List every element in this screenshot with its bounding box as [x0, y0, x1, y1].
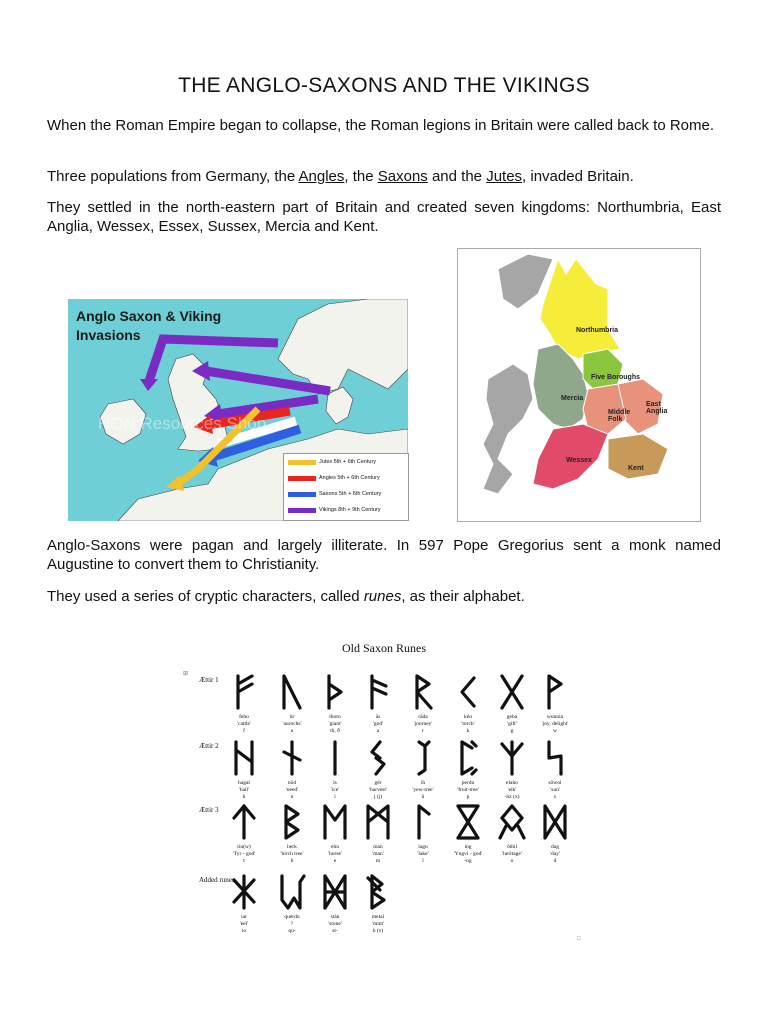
rune-meaning: 'Yngvi - god': [453, 851, 483, 857]
rune-meaning: 'harvest': [369, 787, 387, 793]
rune-name: kēn: [464, 714, 472, 720]
rune-meaning: 'god': [372, 721, 384, 727]
rune-caption: [401, 714, 445, 735]
rune-meaning: 'yew-tree': [412, 787, 434, 793]
rune-meaning: 'birch tree': [280, 851, 304, 857]
rune-caption: [490, 714, 534, 735]
rune-meaning: 'gift': [507, 721, 517, 727]
rune-name: perdu: [461, 780, 475, 786]
daeg-rune-icon: [537, 802, 573, 842]
rune-sound: a: [376, 728, 380, 734]
paragraph-kingdoms: They settled in the north-eastern part of Britain and created seven kingdoms: Northumbria, East Anglia, Wessex, Essex, Sussex, Mercia and Kent.: [47, 199, 721, 235]
page-title: THE ANGLO-SAXONS AND THE VIKINGS: [178, 74, 590, 97]
angles-legend-swatch: [288, 476, 316, 481]
legend-label: Jutes 5th + 6th Century: [319, 459, 377, 465]
rune-cell: [313, 872, 357, 935]
rune-sound: p: [466, 794, 470, 800]
rune-sound: w: [553, 728, 557, 734]
rune-cell: [446, 672, 490, 735]
runes-chart-title: Old Saxon Runes: [342, 641, 426, 655]
rune-name: iar: [241, 914, 247, 920]
stan-rune-icon: [317, 872, 353, 912]
angles-link[interactable]: Angles: [298, 168, 345, 185]
rune-name: feho: [239, 714, 249, 720]
rune-sound: io: [241, 928, 247, 934]
rune-cell: [270, 738, 314, 801]
rune-caption: [222, 780, 266, 801]
mint-rune-icon: [360, 872, 396, 912]
rune-sound: i: [334, 794, 336, 800]
rune-cell: [533, 672, 577, 735]
text: , invaded Britain.: [522, 168, 634, 185]
text: They used a series of cryptic characters, called: [47, 588, 364, 605]
legend-item: [284, 454, 408, 470]
rune-caption: [533, 714, 577, 735]
thorn-rune-icon: [317, 672, 353, 712]
nyd-rune-icon: [274, 738, 310, 778]
legend-item: [284, 470, 408, 486]
rune-sound: t: [243, 858, 245, 864]
rune-caption: [270, 714, 314, 735]
jutes-legend-swatch: [288, 460, 316, 465]
rune-meaning: 'journey': [413, 721, 433, 727]
rune-sound: ïi: [421, 794, 425, 800]
rune-caption: [446, 844, 490, 865]
rune-caption: [533, 844, 577, 865]
rune-caption: [313, 844, 357, 865]
rune-meaning: 'mint': [371, 921, 385, 927]
rune-cell: [490, 802, 534, 865]
eoh-rune-icon: [405, 738, 441, 778]
rune-caption: [356, 714, 400, 735]
anchor-marker-icon: □: [577, 936, 581, 942]
rune-meaning: 'hail': [238, 787, 250, 793]
rune-caption: [313, 714, 357, 735]
rune-cell: [356, 738, 400, 801]
rune-row-label: Ættir 2: [199, 742, 219, 750]
legend-label: Vikings 8th + 9th Century: [319, 507, 381, 513]
rune-caption: [356, 914, 400, 935]
rune-meaning: 'lake': [417, 851, 429, 857]
rune-row-label: Ættir 1: [199, 676, 219, 684]
sigel-rune-icon: [537, 738, 573, 778]
rune-meaning: 'cattle': [237, 721, 251, 727]
rune-cell: [313, 802, 357, 865]
rune-meaning: 'stone': [328, 921, 342, 927]
rune-sound: o: [510, 858, 514, 864]
rune-caption: [490, 780, 534, 801]
rune-sound: -ng: [464, 858, 472, 864]
ken-rune-icon: [450, 672, 486, 712]
rune-caption: [356, 844, 400, 865]
rune-caption: [490, 844, 534, 865]
rune-caption: [401, 780, 445, 801]
feoh-rune-icon: [226, 672, 262, 712]
rune-name: berk: [287, 844, 297, 850]
rune-cell: [270, 672, 314, 735]
rune-caption: [270, 844, 314, 865]
invasion-map-title: [76, 307, 221, 345]
rune-caption: [533, 780, 577, 801]
rune-cell: [270, 802, 314, 865]
rune-sound: l: [422, 858, 424, 864]
man-rune-icon: [360, 802, 396, 842]
rune-sound: m: [375, 858, 381, 864]
rune-sound: -hz (x): [504, 794, 520, 800]
legend-item: [284, 486, 408, 502]
rune-meaning: 'torch': [461, 721, 475, 727]
rune-meaning: 'horse': [328, 851, 342, 857]
rune-sound: k: [466, 728, 470, 734]
rune-meaning: 'Tyr - god': [232, 851, 256, 857]
gebo-rune-icon: [494, 672, 530, 712]
rune-name: man: [373, 844, 383, 850]
invasion-map-title-line2: Invasions: [76, 327, 141, 343]
rune-caption: [222, 714, 266, 735]
rune-name: rāda: [418, 714, 428, 720]
rune-name: thorn: [329, 714, 341, 720]
saxons-legend-swatch: [288, 492, 316, 497]
kingdoms-map: [457, 248, 701, 522]
invasion-map-title-line1: Anglo Saxon & Viking: [76, 308, 222, 324]
rune-meaning: 'ice': [330, 787, 340, 793]
rune-name: geba: [506, 714, 518, 720]
rune-meaning: 'sun': [550, 787, 560, 793]
rune-cell: [222, 738, 266, 801]
rune-caption: [222, 914, 266, 935]
lagu-rune-icon: [405, 802, 441, 842]
legend-label: Saxons 5th + 6th Century: [319, 491, 382, 497]
rune-sound: d: [553, 858, 557, 864]
rune-sound: b: [290, 858, 294, 864]
rune-caption: [446, 714, 490, 735]
rune-name: ūr: [289, 714, 295, 720]
rune-sound: j (j): [373, 794, 383, 800]
rune-cell: [401, 672, 445, 735]
text: , as their alphabet.: [401, 588, 525, 605]
peorth-rune-icon: [450, 738, 486, 778]
paragraph-three-populations: [47, 167, 721, 186]
map-label-wessex: Wessex: [566, 457, 592, 464]
rune-name: īh: [420, 780, 426, 786]
map-label-northumbria: Northumbria: [576, 327, 618, 334]
paragraph-roman-empire: When the Roman Empire began to collapse, the Roman legions in Britain were called back to Rome.: [47, 117, 715, 134]
rune-name: tiu(w): [237, 844, 251, 850]
rune-name: sōwol: [548, 780, 562, 786]
watermark-text: HON Resources Shop: [98, 414, 267, 433]
ethel-rune-icon: [494, 802, 530, 842]
rune-sound: r: [422, 728, 424, 734]
wynn-rune-icon: [537, 672, 573, 712]
rune-cell: [490, 672, 534, 735]
rune-meaning: ?: [290, 921, 294, 927]
ur-rune-icon: [274, 672, 310, 712]
hagal-rune-icon: [226, 738, 262, 778]
vikings-legend-swatch: [288, 508, 316, 513]
rune-cell: [446, 802, 490, 865]
rune-name: metal: [371, 914, 385, 920]
as-rune-icon: [360, 672, 396, 712]
beorc-rune-icon: [274, 802, 310, 842]
rune-name: ās: [375, 714, 381, 720]
map-label-five-boroughs: Five Boroughs: [591, 374, 641, 381]
rune-cell: [270, 872, 314, 935]
rune-meaning: 'joy, delight': [541, 721, 569, 727]
rune-sound: g: [510, 728, 514, 734]
saxons-link[interactable]: Saxons: [377, 168, 428, 185]
legend-item: [284, 502, 408, 518]
text: and the: [427, 168, 487, 185]
rune-name: ing: [464, 844, 472, 850]
rune-meaning: 'heritage': [502, 851, 522, 857]
rune-name: dag: [551, 844, 559, 850]
rune-name: hagal: [238, 780, 250, 786]
cweorth-rune-icon: [274, 872, 310, 912]
rune-sound: s: [553, 794, 557, 800]
rune-cell: [533, 738, 577, 801]
rune-cell: [356, 802, 400, 865]
rune-cell: [446, 738, 490, 801]
rune-sound: n: [290, 794, 294, 800]
map-label-east-anglia: East Anglia: [646, 401, 668, 415]
rad-rune-icon: [405, 672, 441, 712]
paragraph-runes: [47, 587, 721, 606]
rune-meaning: 'need': [285, 787, 299, 793]
rune-cell: [401, 802, 445, 865]
rune-caption: [446, 780, 490, 801]
rune-caption: [313, 780, 357, 801]
rune-name: elaho: [506, 780, 518, 786]
map-label-kent: Kent: [628, 465, 644, 472]
rune-cell: [313, 738, 357, 801]
rune-cell: [356, 872, 400, 935]
rune-name: ōthil: [506, 844, 518, 850]
kingdoms-map-art: [458, 249, 700, 521]
rune-caption: [356, 780, 400, 801]
rune-caption: [270, 914, 314, 935]
rune-name: querdu: [284, 914, 300, 920]
text: Three populations from Germany, the: [47, 168, 299, 185]
rune-cell: [222, 802, 266, 865]
ger-rune-icon: [360, 738, 396, 778]
rune-meaning: 'giant': [328, 721, 342, 727]
tir-rune-icon: [226, 802, 262, 842]
rune-sound: e: [333, 858, 337, 864]
rune-sound: qu-: [288, 928, 296, 934]
rune-cell: [490, 738, 534, 801]
rune-name: lagu: [418, 844, 428, 850]
rune-caption: [222, 844, 266, 865]
rune-row-label: Added runes: [199, 876, 235, 884]
rune-cell: [222, 872, 266, 935]
rune-caption: [401, 844, 445, 865]
rune-name: īs: [333, 780, 337, 786]
rune-sound: th, ð: [330, 728, 340, 734]
rune-cell: [356, 672, 400, 735]
rune-meaning: 'day': [550, 851, 560, 857]
rune-cell: [313, 672, 357, 735]
rune-sound: st-: [332, 928, 338, 934]
text: , the: [344, 168, 378, 185]
rune-meaning: 'elk': [507, 787, 517, 793]
rune-name: gēr: [374, 780, 382, 786]
rune-name: stān: [330, 914, 340, 920]
runes-emphasis: runes: [363, 588, 402, 605]
rune-sound: b (v): [372, 928, 384, 934]
legend-label: Angles 5th + 6th Century: [319, 475, 380, 481]
eh-rune-icon: [317, 802, 353, 842]
paragraph-pagan: Anglo-Saxons were pagan and largely illiterate. In 597 Pope Gregorius sent a monk named Augustine to convert them to Christianity.: [47, 537, 721, 573]
rune-cell: [533, 802, 577, 865]
rune-cell: [401, 738, 445, 801]
invasion-map-legend: [283, 453, 409, 521]
rune-meaning: 'aurochs': [282, 721, 302, 727]
rune-sound: u: [290, 728, 294, 734]
rune-caption: [313, 914, 357, 935]
ior-rune-icon: [226, 872, 262, 912]
map-label-mercia: Mercia: [561, 395, 584, 402]
map-label-middle-folk: Middle Folk: [608, 409, 631, 423]
anchor-icon: ⊞: [183, 671, 189, 677]
is-rune-icon: [317, 738, 353, 778]
rune-sound: h: [242, 794, 246, 800]
rune-cell: [222, 672, 266, 735]
rune-sound: f: [243, 728, 245, 734]
eolh-rune-icon: [494, 738, 530, 778]
rune-name: nōd: [287, 780, 297, 786]
jutes-link[interactable]: Jutes: [486, 168, 523, 185]
rune-meaning: 'eel': [239, 921, 249, 927]
ing-rune-icon: [450, 802, 486, 842]
rune-row-label: Ættir 3: [199, 806, 219, 814]
rune-meaning: 'man': [372, 851, 384, 857]
rune-meaning: 'fruit-tree': [457, 787, 479, 793]
rune-name: wunnia: [546, 714, 564, 720]
rune-name: ehu: [331, 844, 339, 850]
rune-caption: [270, 780, 314, 801]
